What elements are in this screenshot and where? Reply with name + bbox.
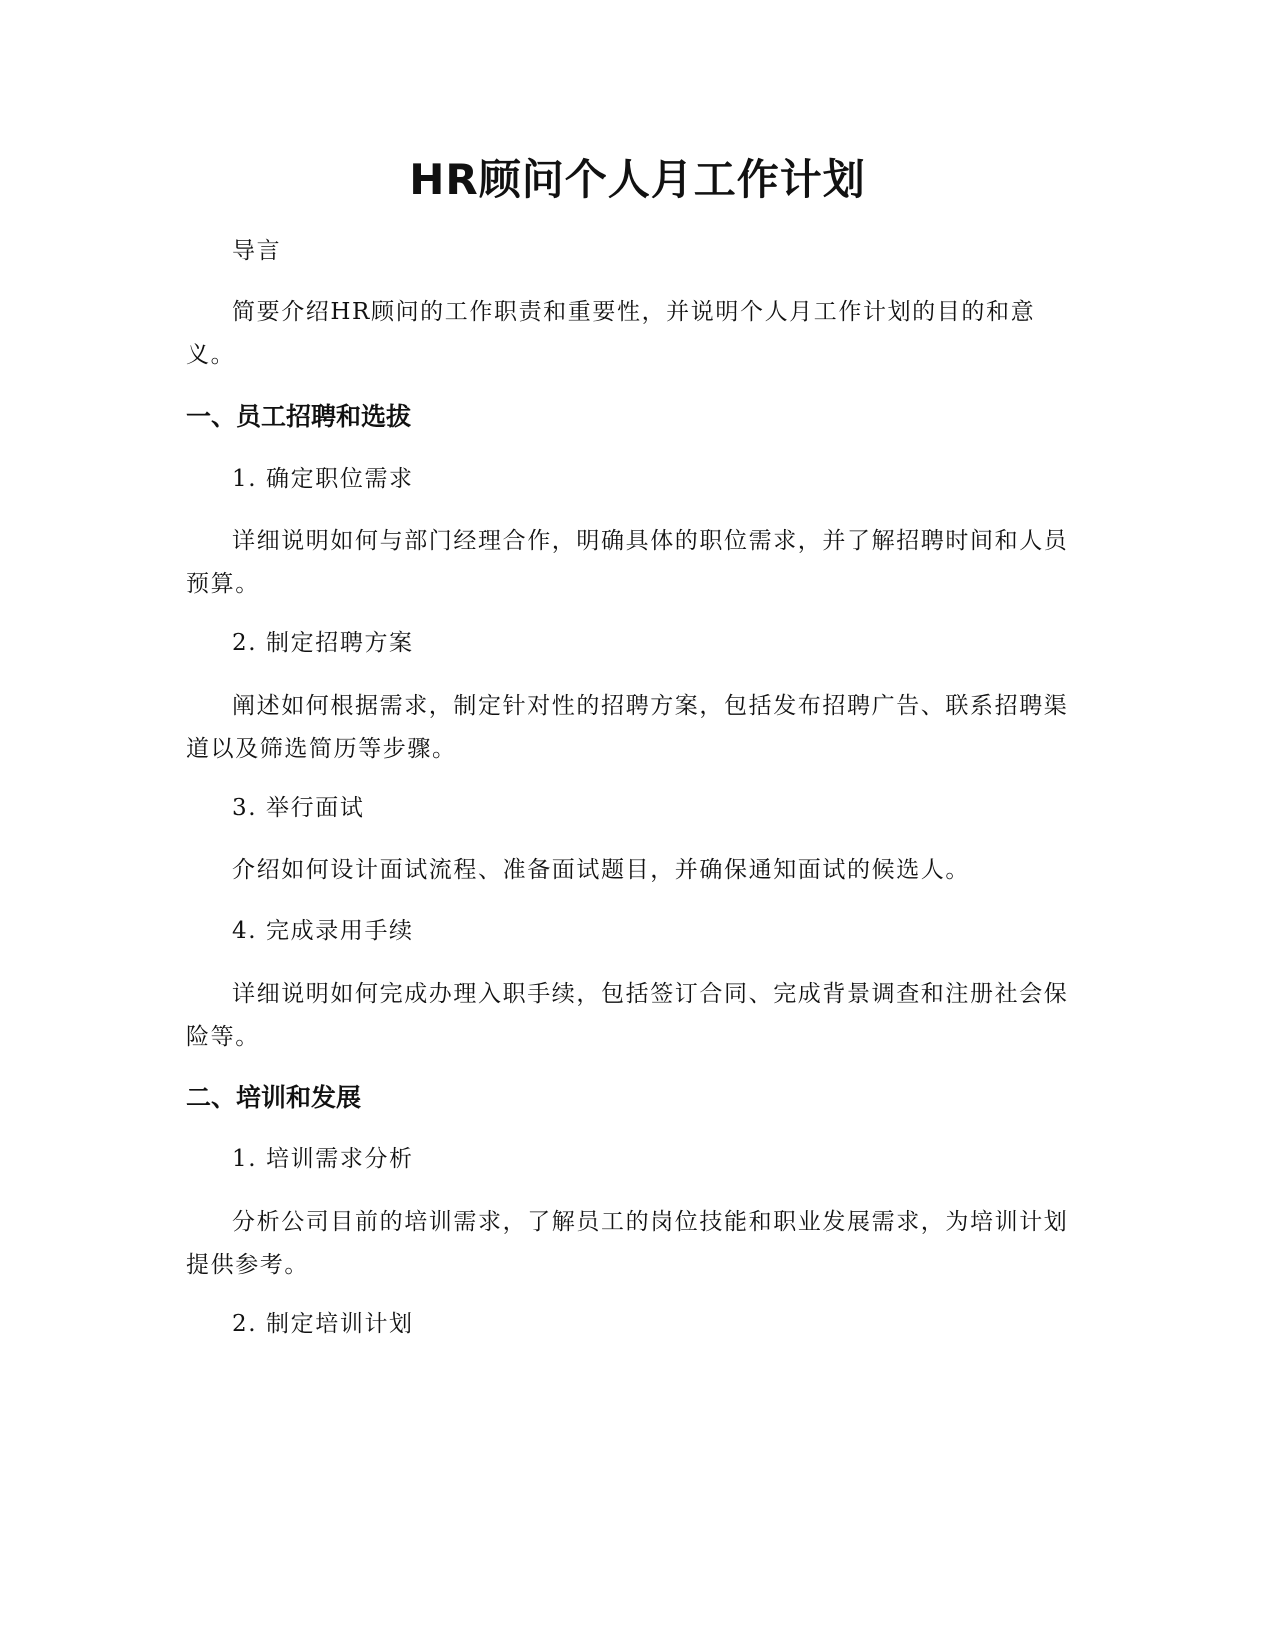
section-heading-training: 二、培训和发展 bbox=[186, 1083, 362, 1112]
intro-paragraph: 简要介绍HR顾问的工作职责和重要性，并说明个人月工作计划的目的和意义。 bbox=[186, 299, 1036, 368]
item-paragraph: 阐述如何根据需求，制定针对性的招聘方案，包括发布招聘广告、联系招聘渠道以及筛选简历等步骤。 bbox=[186, 693, 1069, 762]
item-paragraph: 详细说明如何与部门经理合作，明确具体的职位需求，并了解招聘时间和人员预算。 bbox=[186, 528, 1069, 597]
item-title: 2. 制定招聘方案 bbox=[232, 630, 414, 656]
item-paragraph: 详细说明如何完成办理入职手续，包括签订合同、完成背景调查和注册社会保险等。 bbox=[186, 981, 1069, 1050]
item-paragraph: 介绍如何设计面试流程、准备面试题目，并确保通知面试的候选人。 bbox=[232, 857, 970, 883]
intro-label: 导言 bbox=[232, 238, 282, 264]
item-title: 4. 完成录用手续 bbox=[232, 918, 414, 944]
item-title: 1. 确定职位需求 bbox=[232, 466, 414, 492]
item-title: 3. 举行面试 bbox=[232, 795, 365, 821]
item-title: 2. 制定培训计划 bbox=[232, 1311, 414, 1337]
item-title: 1. 培训需求分析 bbox=[232, 1146, 414, 1172]
document-title: HR顾问个人月工作计划 bbox=[409, 155, 866, 204]
item-paragraph: 分析公司目前的培训需求，了解员工的岗位技能和职业发展需求，为培训计划提供参考。 bbox=[186, 1209, 1069, 1278]
section-heading-recruitment: 一、员工招聘和选拔 bbox=[186, 402, 412, 431]
